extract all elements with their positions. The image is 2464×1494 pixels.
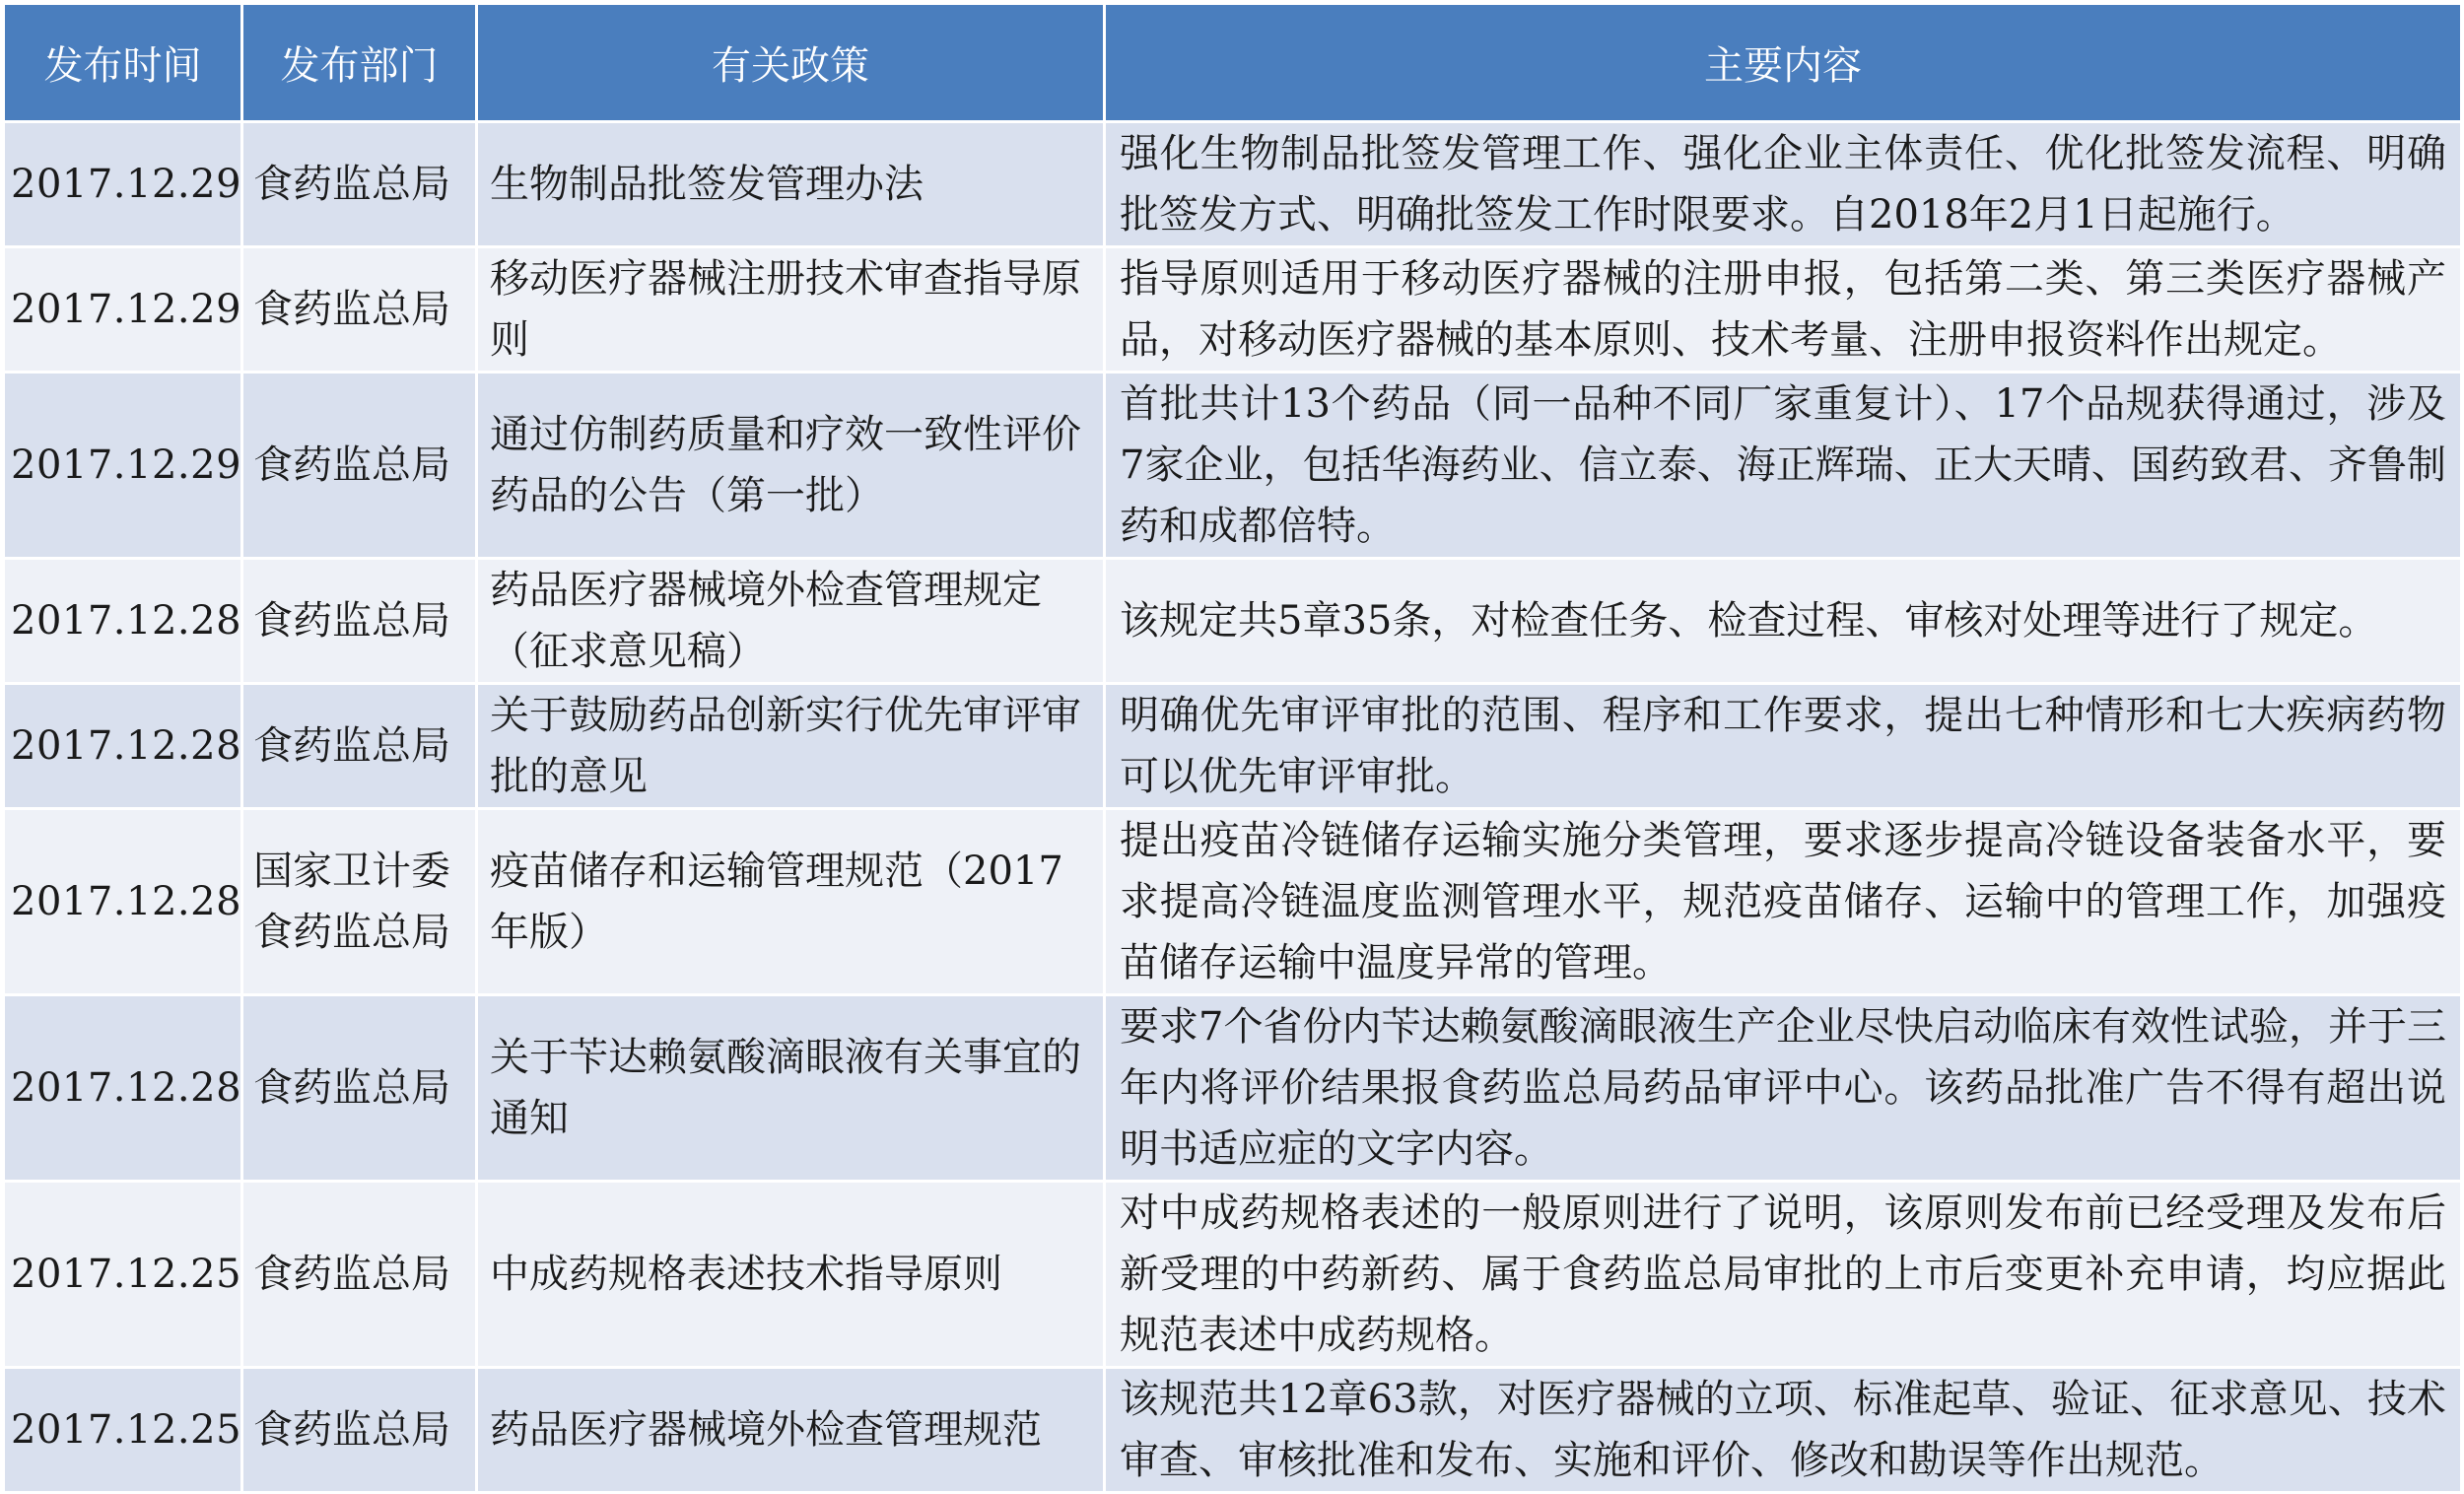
cell-policy: 生物制品批签发管理办法 <box>478 123 1103 245</box>
cell-policy: 移动医疗器械注册技术审查指导原则 <box>478 248 1103 371</box>
header-dept: 发布部门 <box>243 5 475 120</box>
cell-content: 该规范共12章63款，对医疗器械的立项、标准起草、验证、征求意见、技术审查、审核批准和发布、实施和评价、修改和勘误等作出规范。 <box>1106 1369 2460 1491</box>
cell-content: 明确优先审评审批的范围、程序和工作要求，提出七种情形和七大疾病药物可以优先审评审批。 <box>1106 685 2460 807</box>
cell-content: 强化生物制品批签发管理工作、强化企业主体责任、优化批签发流程、明确批签发方式、明确批签发工作时限要求。自2018年2月1日起施行。 <box>1106 123 2460 245</box>
cell-date: 2017.12.28 <box>5 560 240 682</box>
cell-date: 2017.12.29 <box>5 248 240 371</box>
header-policy: 有关政策 <box>478 5 1103 120</box>
table-row <box>5 248 2460 371</box>
policy-table <box>2 2 2463 1494</box>
cell-policy: 疫苗储存和运输管理规范（2017年版） <box>478 810 1103 993</box>
cell-dept: 食药监总局 <box>243 560 475 682</box>
cell-content: 指导原则适用于移动医疗器械的注册申报，包括第二类、第三类医疗器械产品，对移动医疗器械的基本原则、技术考量、注册申报资料作出规定。 <box>1106 248 2460 371</box>
cell-dept: 食药监总局 <box>243 123 475 245</box>
cell-policy: 中成药规格表述技术指导原则 <box>478 1183 1103 1366</box>
cell-dept: 食药监总局 <box>243 996 475 1180</box>
table-row <box>5 374 2460 557</box>
cell-date: 2017.12.29 <box>5 123 240 245</box>
cell-dept-line: 国家卫计委 <box>253 849 450 894</box>
cell-content: 首批共计13个药品（同一品种不同厂家重复计）、17个品规获得通过，涉及7家企业，包括华海药业、信立泰、海正辉瑞、正大天晴、国药致君、齐鲁制药和成都倍特。 <box>1106 374 2460 557</box>
cell-policy: 关于鼓励药品创新实行优先审评审批的意见 <box>478 685 1103 807</box>
cell-dept-line: 食药监总局 <box>253 910 450 955</box>
table-row <box>5 123 2460 245</box>
cell-date: 2017.12.29 <box>5 374 240 557</box>
cell-policy: 关于苄达赖氨酸滴眼液有关事宜的通知 <box>478 996 1103 1180</box>
table-row <box>5 810 2460 993</box>
header-date: 发布时间 <box>5 5 240 120</box>
cell-policy: 药品医疗器械境外检查管理规范 <box>478 1369 1103 1491</box>
cell-date: 2017.12.25 <box>5 1369 240 1491</box>
cell-policy: 通过仿制药质量和疗效一致性评价药品的公告（第一批） <box>478 374 1103 557</box>
table-row <box>5 560 2460 682</box>
cell-content: 要求7个省份内苄达赖氨酸滴眼液生产企业尽快启动临床有效性试验，并于三年内将评价结果报食药监总局药品审评中心。该药品批准广告不得有超出说明书适应症的文字内容。 <box>1106 996 2460 1180</box>
table-row <box>5 1183 2460 1366</box>
table-row <box>5 685 2460 807</box>
cell-date: 2017.12.28 <box>5 685 240 807</box>
cell-dept <box>243 810 475 993</box>
cell-content: 对中成药规格表述的一般原则进行了说明，该原则发布前已经受理及发布后新受理的中药新药、属于食药监总局审批的上市后变更补充申请，均应据此规范表述中成药规格。 <box>1106 1183 2460 1366</box>
cell-date: 2017.12.28 <box>5 996 240 1180</box>
cell-content: 该规定共5章35条，对检查任务、检查过程、审核对处理等进行了规定。 <box>1106 560 2460 682</box>
cell-dept: 食药监总局 <box>243 1369 475 1491</box>
table-row <box>5 996 2460 1180</box>
cell-policy: 药品医疗器械境外检查管理规定（征求意见稿） <box>478 560 1103 682</box>
header-content: 主要内容 <box>1106 5 2460 120</box>
cell-date: 2017.12.25 <box>5 1183 240 1366</box>
cell-date: 2017.12.28 <box>5 810 240 993</box>
cell-dept: 食药监总局 <box>243 374 475 557</box>
cell-content: 提出疫苗冷链储存运输实施分类管理，要求逐步提高冷链设备装备水平，要求提高冷链温度监测管理水平，规范疫苗储存、运输中的管理工作，加强疫苗储存运输中温度异常的管理。 <box>1106 810 2460 993</box>
table-row <box>5 1369 2460 1491</box>
cell-dept: 食药监总局 <box>243 248 475 371</box>
cell-dept: 食药监总局 <box>243 685 475 807</box>
cell-dept: 食药监总局 <box>243 1183 475 1366</box>
table-header-row <box>5 5 2460 120</box>
